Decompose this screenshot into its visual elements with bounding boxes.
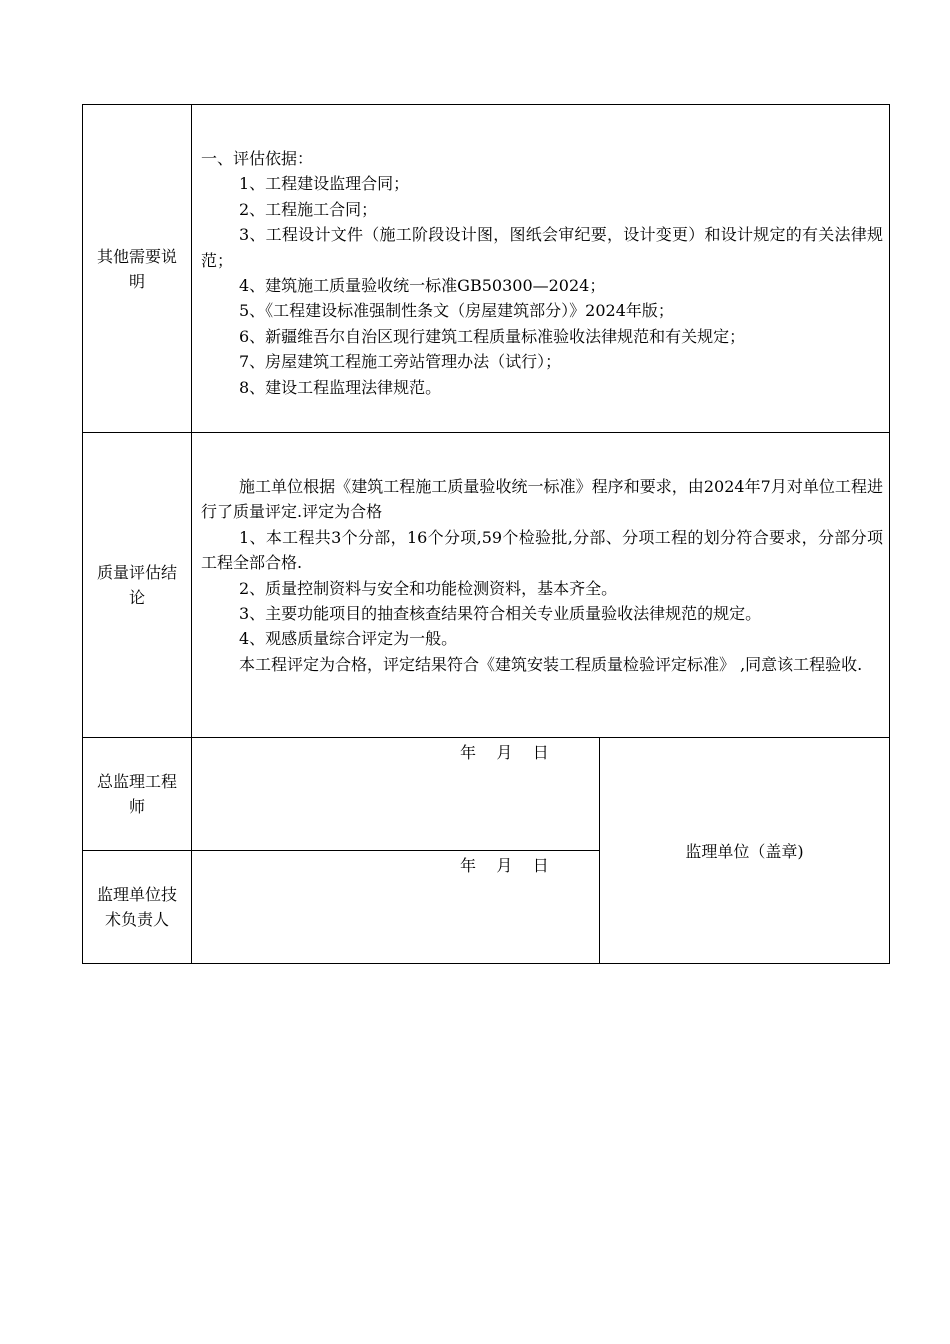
tech-lead-date: 年 月 日 [460,856,549,875]
basis-item: 1、工程建设监理合同； [239,174,410,194]
conclusion-paragraph: 4、观感质量综合评定为一般。 [239,629,458,649]
tech-lead-signature-field[interactable] [192,851,600,964]
tech-lead-label-cell [83,851,192,964]
basis-item: 8、建设工程监理法律规范。 [239,377,442,397]
basis-item: 6、新疆维吾尔自治区现行建筑工程质量标准验收法律规范和有关规定； [239,326,746,346]
seal-cell[interactable] [600,738,890,964]
quality-conclusion-label: 质量评估结论 [96,563,177,607]
basis-item: 4、建筑施工质量验收统一标准GB50300—2024； [239,276,606,296]
other-notes-content [192,105,890,433]
other-notes-row [83,105,890,433]
basis-item: 7、房屋建筑工程施工旁站管理办法（试行）； [239,352,562,372]
chief-engineer-row [83,738,890,851]
tech-lead-label: 监理单位技术负责人 [96,885,177,929]
quality-conclusion-row [83,433,890,738]
chief-engineer-date: 年 月 日 [460,743,549,762]
other-notes-label: 其他需要说明 [96,246,177,291]
conclusion-paragraph: 1、本工程共3个分部，16个分项,59个检验批,分部、分项工程的划分符合要求，分部分项工程全部合格. [201,527,883,573]
basis-item: 3、工程设计文件（施工阶段设计图，图纸会审纪要，设计变更）和设计规定的有关法律规范； [201,225,883,270]
chief-engineer-label-cell [83,738,192,851]
basis-item: 5、《工程建设标准强制性条文（房屋建筑部分）》2024年版； [239,301,674,321]
other-notes-label-cell [83,105,192,433]
basis-heading: 一、评估依据： [201,149,314,168]
quality-conclusion-label-cell [83,433,192,738]
chief-engineer-label: 总监理工程师 [96,772,177,816]
conclusion-paragraph: 3、主要功能项目的抽查核查结果符合相关专业质量验收法律规范的规定。 [239,604,762,624]
conclusion-paragraph: 本工程评定为合格，评定结果符合《建筑安装工程质量检验评定标准》 ,同意该工程验收. [239,654,863,674]
seal-label: 监理单位（盖章) [685,842,804,861]
quality-assessment-table [82,104,890,964]
basis-item: 2、工程施工合同； [239,199,378,219]
chief-engineer-signature-field[interactable] [192,738,600,851]
quality-conclusion-content [192,433,890,738]
conclusion-paragraph: 施工单位根据《建筑工程施工质量验收统一标准》程序和要求，由2024年7月对单位工程进行了质量评定.评定为合格 [201,477,883,522]
conclusion-paragraph: 2、质量控制资料与安全和功能检测资料，基本齐全。 [239,578,618,598]
